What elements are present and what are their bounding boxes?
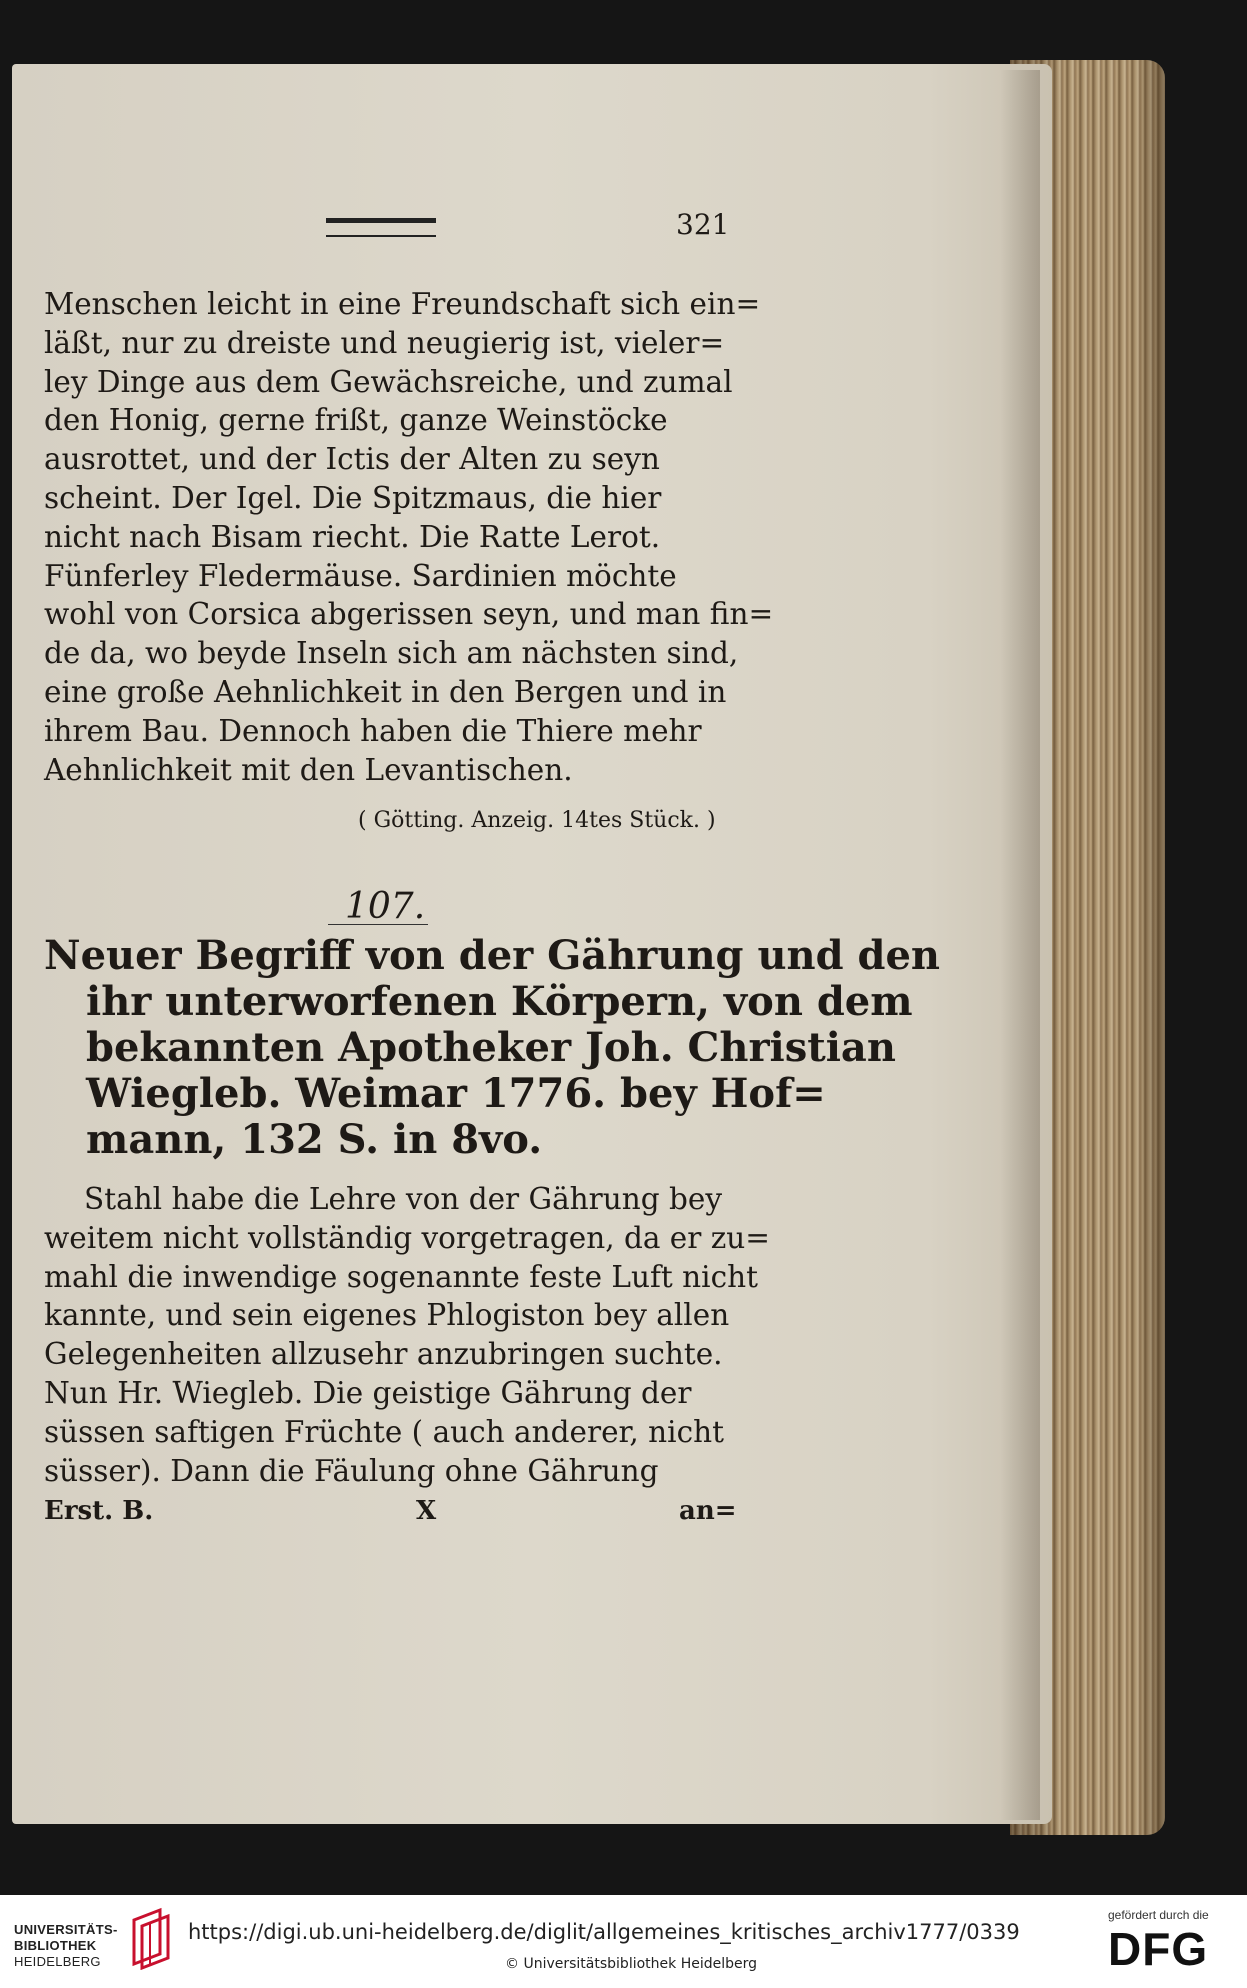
text-line: süsser). Dann die Fäulung ohne Gährung [44, 1453, 659, 1488]
text-line: ihrem Bau. Dennoch haben die Thiere mehr [44, 713, 702, 748]
text-line: süssen saftigen Früchte ( auch anderer, nicht [44, 1414, 724, 1449]
dfg-logo[interactable]: DFG [1108, 1923, 1209, 1975]
text-line: mahl die inwendige sogenannte feste Luft nicht [44, 1259, 758, 1294]
permalink-url[interactable]: https://digi.ub.uni-heidelberg.de/diglit/allgemeines_kritisches_archiv1777/0339 [188, 1920, 1020, 1944]
library-name-line2: BIBLIOTHEK [14, 1938, 97, 1953]
text-line: Gelegenheiten allzusehr anzubringen suchte. [44, 1337, 723, 1372]
heading-line: ihr unterworfenen Körpern, von dem [86, 978, 913, 1025]
catchword: an= [679, 1496, 737, 1526]
review-paragraph [44, 1180, 771, 1490]
text-line: weitem nicht vollständig vorgetragen, da er zu= [44, 1220, 771, 1255]
library-name-line3: HEIDELBERG [14, 1954, 101, 1969]
text-line: nicht nach Bisam riecht. Die Ratte Lerot. [44, 519, 661, 554]
text-line: Nun Hr. Wiegleb. Die geistige Gährung der [44, 1375, 692, 1410]
text-line: ley Dinge aus dem Gewächsreiche, und zumal [44, 364, 733, 399]
text-line: Fünferley Fledermäuse. Sardinien möchte [44, 558, 677, 593]
text-line: eine große Aehnlichkeit in den Bergen und in [44, 674, 727, 709]
heading-line: mann, 132 S. in 8vo. [86, 1116, 543, 1163]
page-number: 321 [676, 208, 730, 241]
library-name-line1: UNIVERSITÄTS- [14, 1922, 118, 1937]
library-book-icon [130, 1906, 172, 1970]
item-number: 107. [345, 886, 426, 927]
text-line: scheint. Der Igel. Die Spitzmaus, die hier [44, 480, 662, 515]
text-line: de da, wo beyde Inseln sich am nächsten sind, [44, 636, 739, 671]
copyright-notice: © Universitätsbibliothek Heidelberg [505, 1956, 758, 1972]
paragraph-continuation [44, 285, 774, 789]
heading-line: Wiegleb. Weimar 1776. bey Hof= [86, 1070, 826, 1117]
header-rule [326, 218, 436, 237]
item-number-underline [328, 924, 428, 925]
text-line: Menschen leicht in eine Freundschaft sich ein= [44, 287, 761, 321]
text-line: Stahl habe die Lehre von der Gährung bey [84, 1182, 723, 1216]
text-line: wohl von Corsica abgerissen seyn, und man fin= [44, 597, 774, 632]
funding-label: gefördert durch die [1108, 1908, 1209, 1922]
text-line: kannte, und sein eigenes Phlogiston bey allen [44, 1298, 730, 1333]
signature-mark: Erst. B. [44, 1496, 154, 1526]
text-line: Aehnlichkeit mit den Levantischen. [44, 752, 573, 787]
source-citation: ( Götting. Anzeig. 14tes Stück. ) [358, 808, 716, 833]
text-line: läßt, nur zu dreiste und neugierig ist, vieler= [44, 325, 725, 360]
review-heading [44, 932, 940, 1163]
text-line: ausrottet, und der Ictis der Alten zu seyn [44, 442, 660, 477]
page-gutter-shadow [1000, 70, 1040, 1820]
heading-line: bekannten Apotheker Joh. Christian [86, 1024, 896, 1071]
text-line: den Honig, gerne frißt, ganze Weinstöcke [44, 403, 668, 438]
sheet-mark: X [416, 1496, 437, 1526]
heading-line: Neuer Begriff von der Gährung und den [44, 932, 940, 979]
